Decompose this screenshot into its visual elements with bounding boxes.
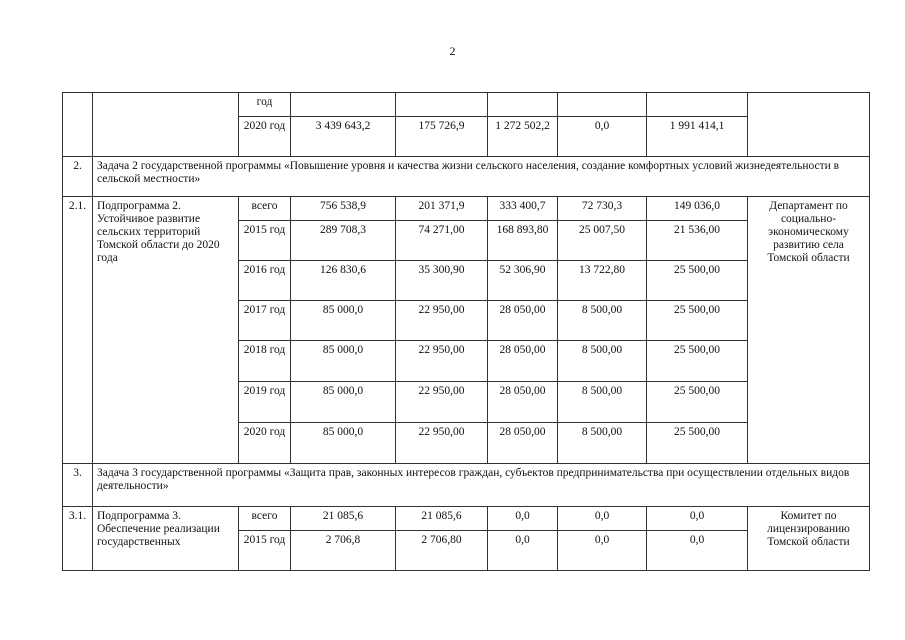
year-cell: год: [239, 93, 291, 117]
subprogram-name: Подпрограмма 2. Устойчивое развитие сельских территорий Томской области до 2020 года: [93, 197, 239, 464]
row-number-cell: [63, 93, 93, 157]
year-cell: 2015 год: [239, 221, 291, 261]
value-cell: 1 991 414,1: [647, 117, 748, 157]
value-cell: 35 300,90: [396, 261, 488, 301]
value-cell: 175 726,9: [396, 117, 488, 157]
value-cell: 168 893,80: [488, 221, 558, 261]
value-cell: 289 708,3: [291, 221, 396, 261]
value-cell: 0,0: [558, 117, 647, 157]
year-cell: 2020 год: [239, 117, 291, 157]
table-body: [63, 93, 870, 571]
value-cell: 25 500,00: [647, 261, 748, 301]
value-cell: 333 400,7: [488, 197, 558, 221]
year-cell: 2015 год: [239, 531, 291, 571]
value-cell: 8 500,00: [558, 301, 647, 341]
table-row: [63, 507, 870, 531]
responsible-cell: [748, 93, 870, 157]
value-cell: 1 272 502,2: [488, 117, 558, 157]
value-cell: 28 050,00: [488, 341, 558, 382]
task-number: 3.: [63, 464, 93, 507]
value-cell: 21 536,00: [647, 221, 748, 261]
task-row: [63, 157, 870, 197]
value-cell: 756 538,9: [291, 197, 396, 221]
value-cell: 21 085,6: [291, 507, 396, 531]
task-number: 2.: [63, 157, 93, 197]
value-cell: 28 050,00: [488, 423, 558, 464]
value-cell: [558, 93, 647, 117]
value-cell: 13 722,80: [558, 261, 647, 301]
page-number: 2: [449, 44, 456, 58]
value-cell: 25 500,00: [647, 301, 748, 341]
value-cell: 201 371,9: [396, 197, 488, 221]
subprogram-number: 2.1.: [63, 197, 93, 464]
value-cell: 52 306,90: [488, 261, 558, 301]
year-cell: 2017 год: [239, 301, 291, 341]
year-cell: 2019 год: [239, 382, 291, 423]
year-cell: всего: [239, 197, 291, 221]
value-cell: 21 085,6: [396, 507, 488, 531]
value-cell: 22 950,00: [396, 341, 488, 382]
program-name-cell: [93, 93, 239, 157]
table-row: [63, 197, 870, 221]
value-cell: 22 950,00: [396, 301, 488, 341]
responsible-department: Комитет по лицензированию Томской области: [748, 507, 870, 571]
value-cell: [488, 93, 558, 117]
value-cell: 2 706,80: [396, 531, 488, 571]
value-cell: 0,0: [647, 531, 748, 571]
responsible-department: Департамент по социально-экономическому развитию села Томской области: [748, 197, 870, 464]
value-cell: 28 050,00: [488, 382, 558, 423]
value-cell: 2 706,8: [291, 531, 396, 571]
value-cell: 85 000,0: [291, 341, 396, 382]
value-cell: 8 500,00: [558, 423, 647, 464]
value-cell: 8 500,00: [558, 382, 647, 423]
task-row: [63, 464, 870, 507]
value-cell: 85 000,0: [291, 423, 396, 464]
task-text: Задача 3 государственной программы «Защита прав, законных интересов граждан, субъектов предпринимательства при осуществлении отдельных видов деятельности»: [93, 464, 870, 507]
value-cell: 22 950,00: [396, 423, 488, 464]
value-cell: 25 500,00: [647, 423, 748, 464]
value-cell: 126 830,6: [291, 261, 396, 301]
task-text: Задача 2 государственной программы «Повышение уровня и качества жизни сельского населения, создание комфортных условий жизнедеятельности в сельской местности»: [93, 157, 870, 197]
value-cell: 25 500,00: [647, 382, 748, 423]
budget-table: [62, 92, 870, 571]
year-cell: всего: [239, 507, 291, 531]
value-cell: 72 730,3: [558, 197, 647, 221]
value-cell: 74 271,00: [396, 221, 488, 261]
subprogram-name: Подпрограмма 3. Обеспечение реализации государственных: [93, 507, 239, 571]
value-cell: [647, 93, 748, 117]
value-cell: 3 439 643,2: [291, 117, 396, 157]
value-cell: 0,0: [558, 507, 647, 531]
value-cell: 25 500,00: [647, 341, 748, 382]
subprogram-number: 3.1.: [63, 507, 93, 571]
value-cell: [396, 93, 488, 117]
table-row: [63, 93, 870, 117]
value-cell: 8 500,00: [558, 341, 647, 382]
year-cell: 2018 год: [239, 341, 291, 382]
year-cell: 2020 год: [239, 423, 291, 464]
value-cell: 85 000,0: [291, 301, 396, 341]
value-cell: 0,0: [488, 531, 558, 571]
value-cell: 149 036,0: [647, 197, 748, 221]
value-cell: [291, 93, 396, 117]
value-cell: 85 000,0: [291, 382, 396, 423]
value-cell: 28 050,00: [488, 301, 558, 341]
value-cell: 25 007,50: [558, 221, 647, 261]
value-cell: 0,0: [488, 507, 558, 531]
value-cell: 0,0: [558, 531, 647, 571]
year-cell: 2016 год: [239, 261, 291, 301]
value-cell: 0,0: [647, 507, 748, 531]
value-cell: 22 950,00: [396, 382, 488, 423]
